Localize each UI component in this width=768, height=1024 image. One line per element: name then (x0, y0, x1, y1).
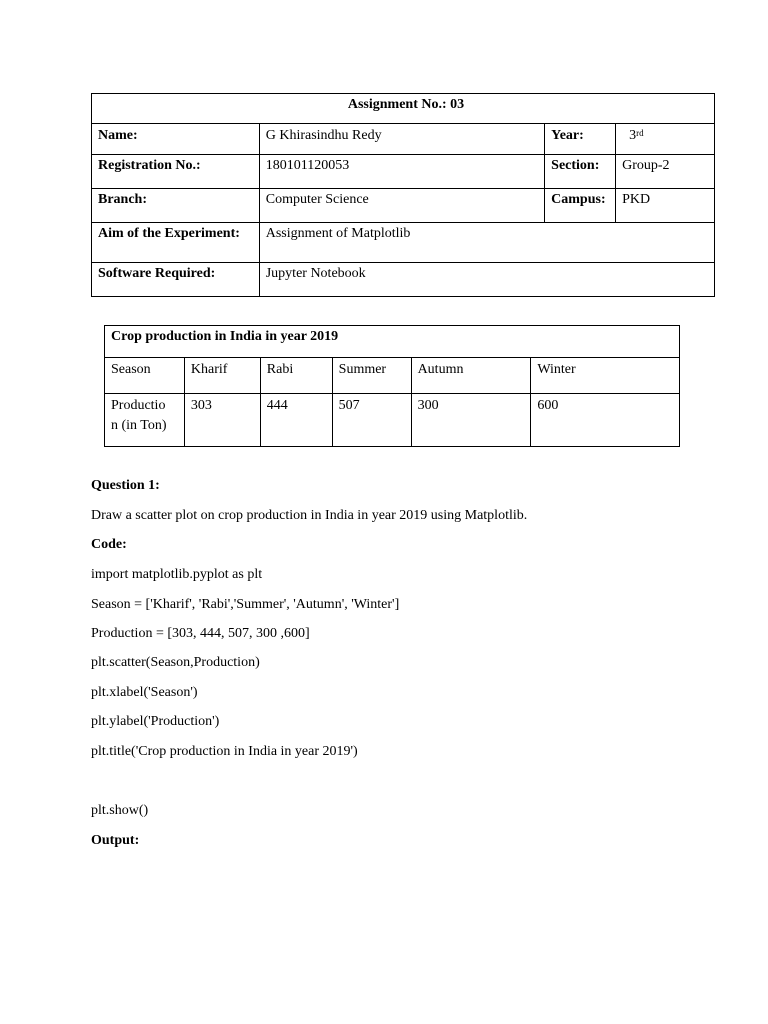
code-line: Season = ['Kharif', 'Rabi','Summer', 'Autumn', 'Winter'] (91, 597, 400, 612)
season-header: Season (105, 358, 185, 394)
branch-value: Computer Science (259, 189, 544, 223)
campus-value: PKD (616, 189, 715, 223)
aim-label: Aim of the Experiment: (92, 223, 260, 263)
aim-value: Assignment of Matplotlib (259, 223, 714, 263)
crop-production-table (104, 325, 680, 447)
season-winter: Winter (531, 358, 680, 394)
name-value: G Khirasindhu Redy (259, 124, 544, 155)
code-line: Production = [303, 444, 507, 300 ,600] (91, 626, 310, 641)
season-autumn: Autumn (411, 358, 531, 394)
production-summer: 507 (332, 394, 411, 447)
code-line: plt.scatter(Season,Production) (91, 655, 260, 670)
production-header-line2: n (in Ton) (111, 418, 167, 433)
question-text: Draw a scatter plot on crop production in India in year 2019 using Matplotlib. (91, 508, 528, 523)
code-line: plt.show() (91, 803, 149, 818)
software-value: Jupyter Notebook (259, 263, 714, 297)
assignment-info-table (91, 93, 715, 297)
code-line: import matplotlib.pyplot as plt (91, 567, 263, 582)
name-label: Name: (92, 124, 260, 155)
season-rabi: Rabi (260, 358, 332, 394)
campus-label: Campus: (545, 189, 616, 223)
production-rabi: 444 (260, 394, 332, 447)
code-line: plt.ylabel('Production') (91, 714, 220, 729)
production-header-line1: Productio (111, 398, 166, 413)
section-label: Section: (545, 155, 616, 189)
software-label: Software Required: (92, 263, 260, 297)
code-heading: Code: (91, 537, 127, 552)
year-label: Year: (545, 124, 616, 155)
registration-label: Registration No.: (92, 155, 260, 189)
output-heading: Output: (91, 833, 140, 848)
production-kharif: 303 (184, 394, 260, 447)
year-value: 3 (629, 128, 637, 143)
code-line: plt.title('Crop production in India in year 2019') (91, 744, 358, 759)
season-summer: Summer (332, 358, 411, 394)
question-heading: Question 1: (91, 478, 160, 493)
year-value-cell (616, 124, 715, 155)
year-superscript: rd (636, 128, 644, 138)
assignment-title: Assignment No.: 03 (92, 94, 715, 124)
production-winter: 600 (531, 394, 680, 447)
registration-value: 180101120053 (259, 155, 544, 189)
section-value: Group-2 (616, 155, 715, 189)
crop-table-title: Crop production in India in year 2019 (105, 326, 680, 358)
code-line: plt.xlabel('Season') (91, 685, 198, 700)
production-autumn: 300 (411, 394, 531, 447)
season-kharif: Kharif (184, 358, 260, 394)
branch-label: Branch: (92, 189, 260, 223)
production-header (105, 394, 185, 447)
